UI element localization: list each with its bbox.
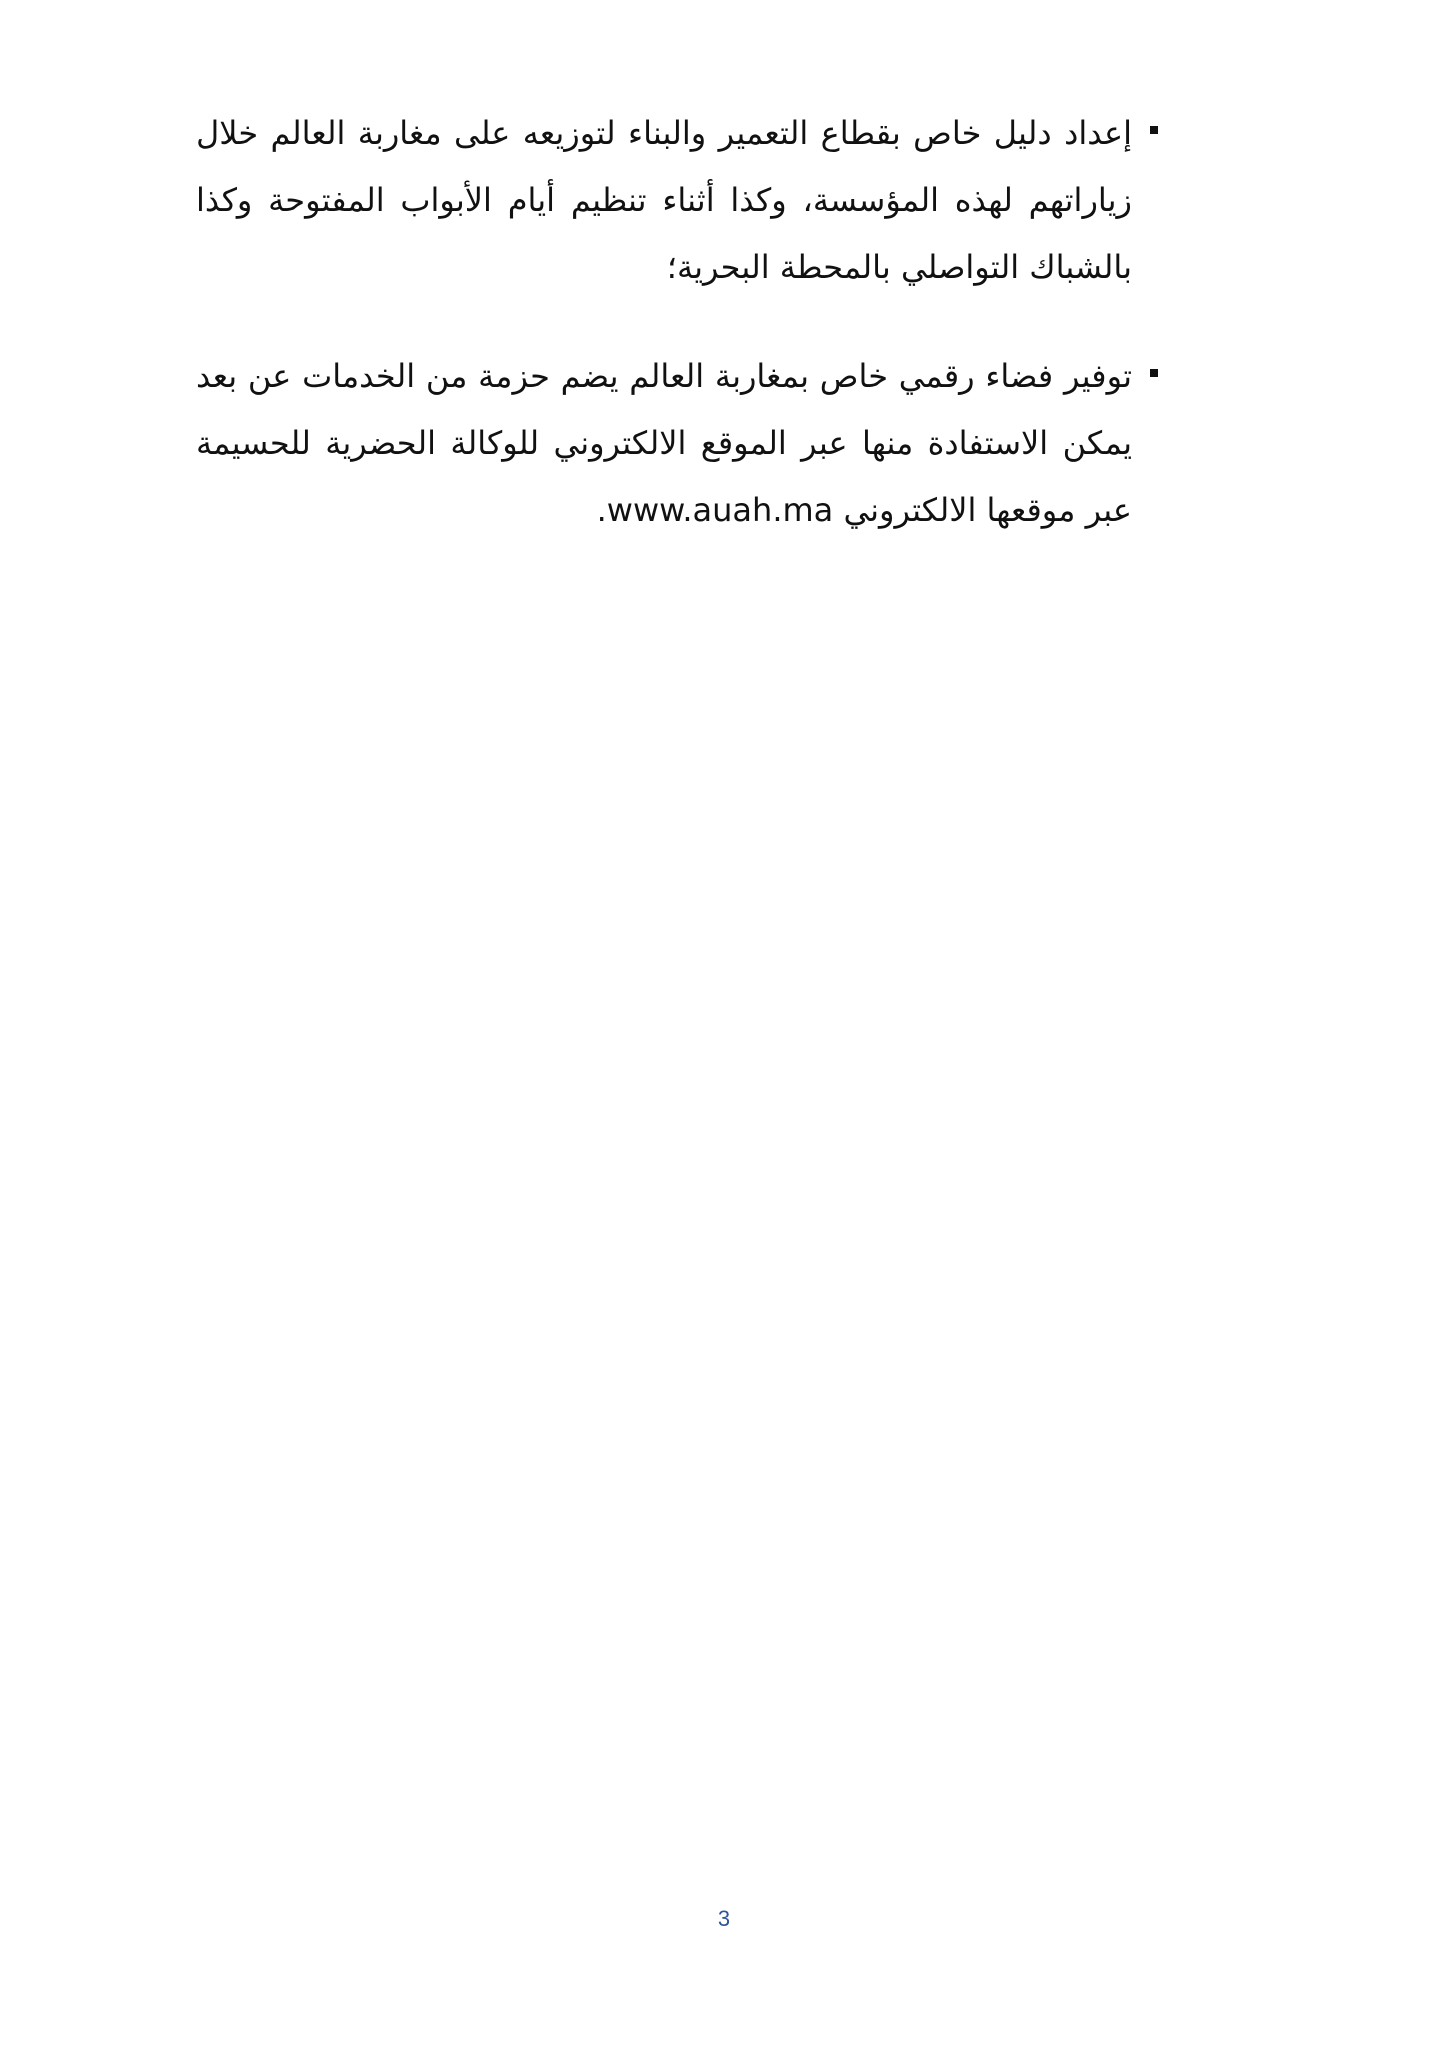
bullet-end-punctuation: . bbox=[596, 491, 607, 529]
bullet-text bbox=[196, 100, 1132, 301]
page-number: 3 bbox=[717, 1906, 731, 1931]
bullet-text bbox=[196, 343, 1132, 544]
bullet-text-content: توفير فضاء رقمي خاص بمغاربة العالم يضم حزمة من الخدمات عن بعد يمكن الاستفادة منها عبر الموقع الالكتروني للوكالة الحضرية للحسيمة عبر موقعها الالكتروني bbox=[196, 357, 1132, 529]
bullet-item bbox=[196, 100, 1158, 301]
bullet-list bbox=[196, 100, 1158, 586]
bullet-item bbox=[196, 343, 1158, 544]
website-url: www.auah.ma bbox=[606, 491, 834, 529]
square-bullet-icon bbox=[1150, 126, 1158, 134]
square-bullet-icon bbox=[1150, 369, 1158, 377]
bullet-text-content: إعداد دليل خاص بقطاع التعمير والبناء لتوزيعه على مغاربة العالم خلال زياراتهم لهذه المؤسسة، وكذا أثناء تنظيم أيام الأبواب المفتوحة وكذا بالشباك التواصلي بالمحطة البحرية؛ bbox=[196, 114, 1132, 286]
